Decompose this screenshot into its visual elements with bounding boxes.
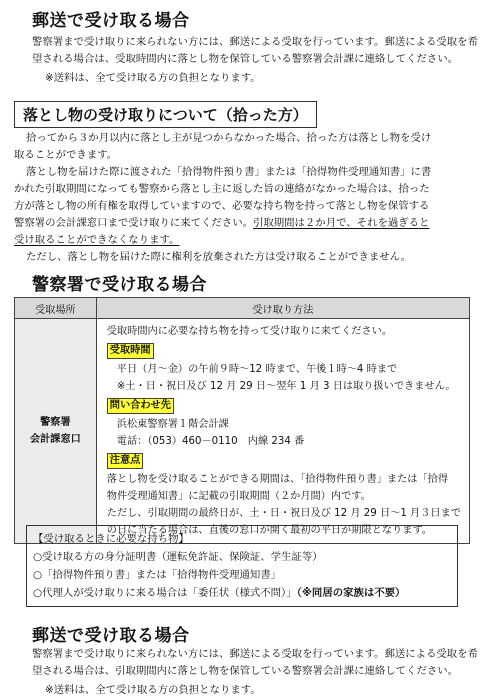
method-cell: [96, 319, 469, 544]
pickup-table: [14, 297, 470, 544]
list-item: ○「拾得物件預り書」または「拾得物件受理通知書」: [33, 569, 282, 581]
col-header-method: 受け取り方法: [96, 298, 469, 319]
proxy-item-note: （※同居の家族は不要）: [296, 587, 406, 599]
caution-tag: 注意点: [107, 453, 144, 469]
finder-p3: ただし、落とし物を届けた際に権利を放棄された方は受け取ることができません。: [26, 251, 412, 263]
mail-heading-2: 郵送で受け取る場合: [32, 626, 190, 646]
list-item: [33, 584, 451, 602]
station-heading: 警察署で受け取る場合: [32, 275, 207, 295]
place-line-2: 会計課窓口: [29, 434, 81, 445]
finder-p2-line-4a: 警察署の会計課窓口まで受け取りに来てください。: [14, 217, 253, 229]
table-row: [15, 319, 470, 544]
table-header-row: [15, 298, 470, 319]
list-item: ○受け取る方の身分証明書（運転免許証、保険証、学生証等）: [33, 551, 323, 563]
mail-line-1: 警察署まで受け取りに来られない方には、郵送による受取を行っています。郵送による受取を希: [32, 36, 478, 48]
hours-line-1: 平日（月～金）の午前９時～12 時まで、午後１時～4 時まで: [116, 364, 398, 375]
caution-line-4: の日に当たる場合は、直後の窓口が開く最初の平日が期限となります。: [106, 525, 432, 536]
mail-note: ※送料は、全て受け取る方の負担となります。: [45, 72, 261, 84]
hours-tag: 受取時間: [107, 343, 154, 359]
method-intro: 受取時間内に必要な持ち物を持って受け取りに来てください。: [106, 326, 393, 337]
required-items-title: 【受け取るときに必要な持ち物】: [33, 533, 189, 545]
place-cell: [15, 319, 97, 544]
mail-line-2: 望される場合は、受取時間内に落とし物を保管している警察署会計課に連絡してください。: [32, 53, 459, 65]
finder-deadline-note: 引取期間は２か月で、それを過ぎると: [252, 217, 430, 229]
finder-p2-line-1: 落とし物を届けた際に渡された「拾得物件預り書」または「拾得物件受理通知書」に書: [26, 166, 432, 178]
mail-paragraph-2: [32, 646, 478, 680]
mail-heading: 郵送で受け取る場合: [32, 11, 190, 31]
contact-line-1: 浜松東警察署１階会計課: [116, 419, 229, 430]
finder-p2-line-2: かれた引取期間になっても警察から落とし主に返した旨の連絡がなかった場合は、拾った: [14, 183, 430, 195]
caution-line-2: 物件受理通知書」に記載の引取期間（２か月間）内です。: [106, 491, 371, 502]
place-line-1: 警察署: [40, 417, 71, 428]
hours-line-2: ※土・日・祝日及び 12 月 29 日～翌年 1 月 3 日は取り扱いできません。: [116, 381, 456, 392]
mail-note-2: ※送料は、全て受け取る方の負担となります。: [45, 684, 261, 696]
mail-paragraph: [32, 34, 478, 68]
caution-line-3: ただし、引取期間の最終日が、土・日・祝日及び 12 月 29 日～1 月３日まで: [106, 508, 461, 519]
finder-body: [14, 130, 480, 266]
col-header-place: 受取場所: [15, 298, 97, 319]
caution-line-1: 落とし物を受け取ることができる期間は、「拾得物件預り書」または「拾得: [106, 474, 449, 485]
contact-tag: 問い合わせ先: [107, 398, 174, 414]
required-items-box: [26, 525, 458, 607]
finder-p2-line-4: [14, 215, 480, 232]
contact-phone: 電話：（053）460－0110 内線 234 番: [116, 436, 305, 447]
proxy-item-text: ○代理人が受け取りに来る場合は「委任状（様式不問）」: [33, 587, 297, 599]
mail2-line-2: 望される場合は、引取期間内に落とし物を保管している警察署会計課に連絡してください。: [32, 665, 459, 677]
finder-p2-line-3: 方が落とし物の所有権を取得していますので、必要な持ち物を持って落とし物を保管する: [14, 200, 430, 212]
mail2-line-1: 警察署まで受け取りに来られない方には、郵送による受取を行っています。郵送による受取を希: [32, 648, 478, 660]
finder-deadline-note-cont: 受け取ることができなくなります。: [14, 234, 180, 246]
finder-p1-line-2: 取ることができます。: [14, 149, 118, 161]
finder-p1-line-1: 拾ってから３か月以内に落とし主が見つからなかった場合、拾った方は落とし物を受け: [26, 132, 432, 144]
finder-heading-box: 落とし物の受け取りについて（拾った方）: [14, 101, 317, 128]
